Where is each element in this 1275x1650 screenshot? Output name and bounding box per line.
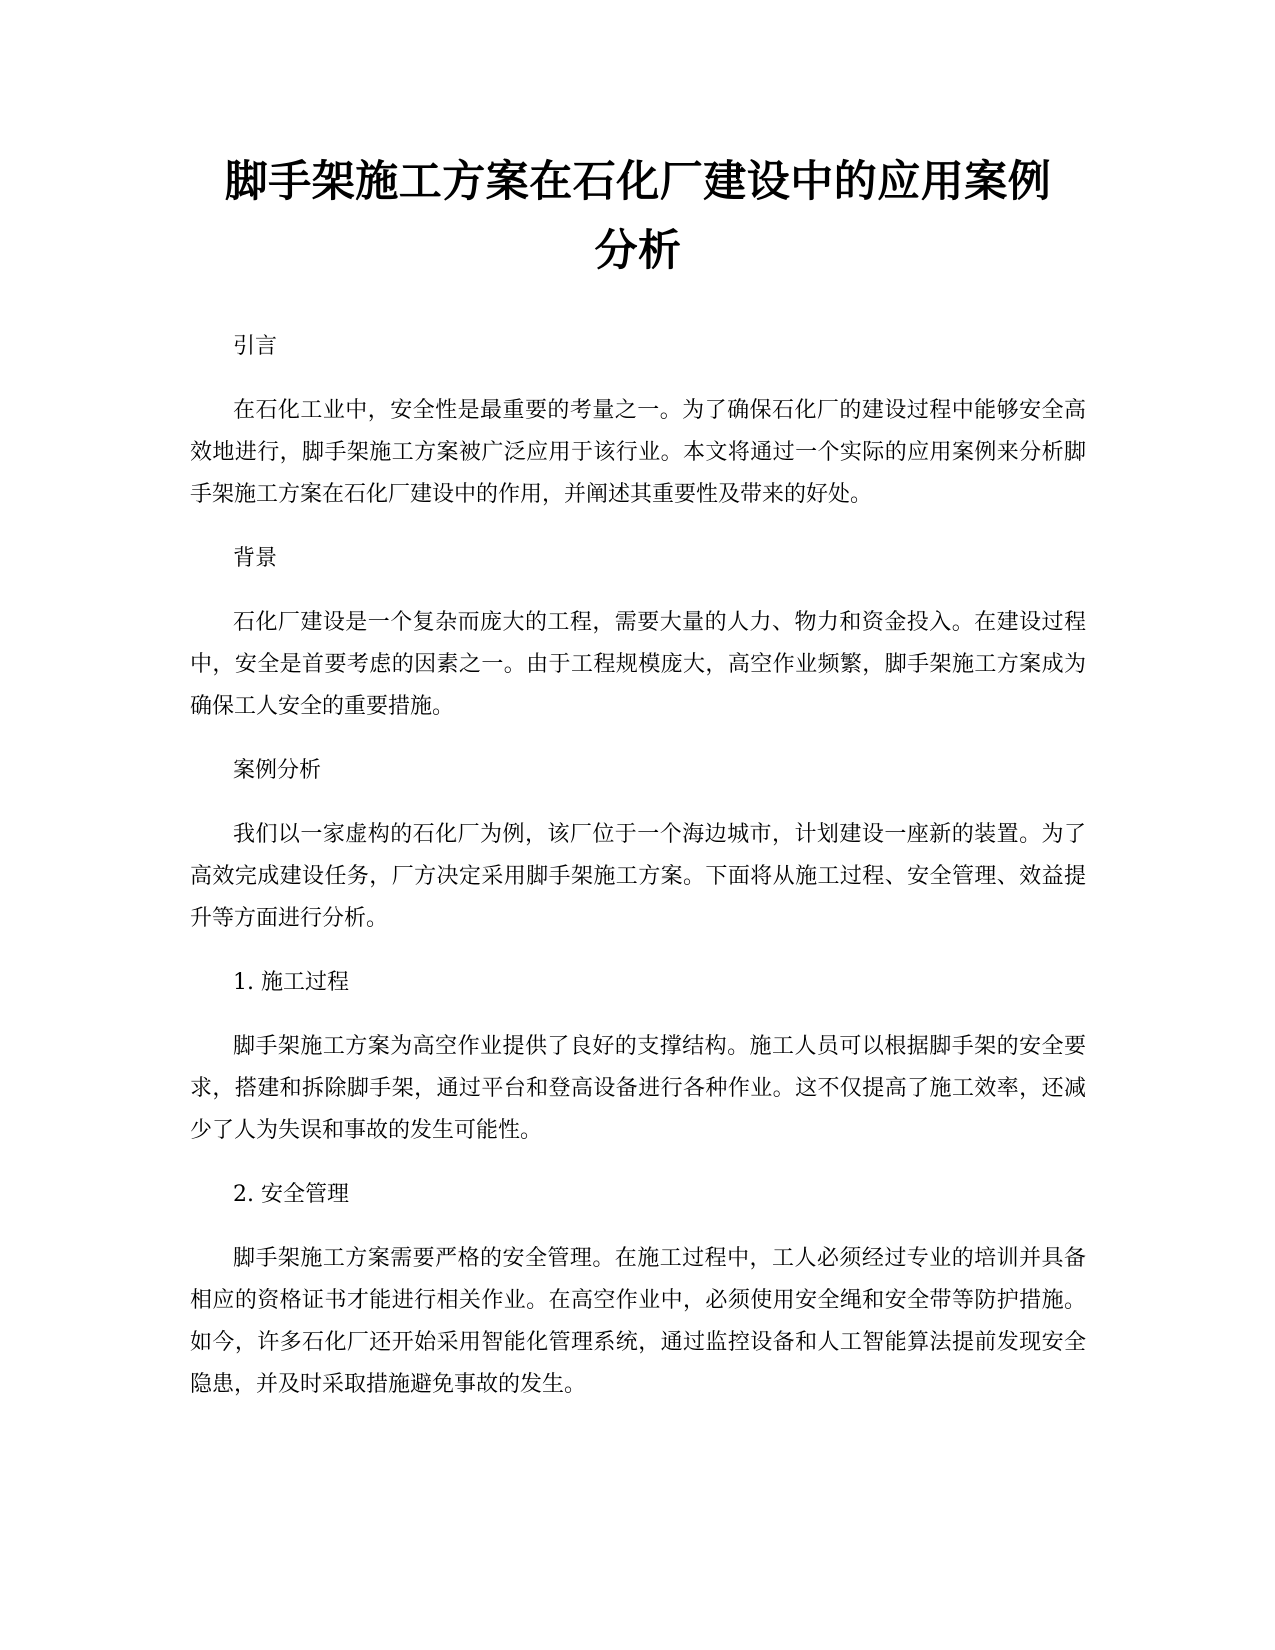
document-title-line-1: 脚手架施工方案在石化厂建设中的应用案例 — [224, 157, 1052, 207]
document-content — [190, 148, 1086, 1406]
document-body — [190, 326, 1086, 1406]
section-paragraph-construction-process: 脚手架施工方案为高空作业提供了良好的支撑结构。施工人员可以根据脚手架的安全要求，搭建和拆除脚手架，通过平台和登高设备进行各种作业。这不仅提高了施工效率，还减少了人为失误和事故的发生可能性。 — [190, 1034, 1086, 1143]
section-paragraph-case-analysis: 我们以一家虚构的石化厂为例，该厂位于一个海边城市，计划建设一座新的装置。为了高效完成建设任务，厂方决定采用脚手架施工方案。下面将从施工过程、安全管理、效益提升等方面进行分析。 — [190, 822, 1086, 931]
section-heading-case-analysis: 案例分析 — [233, 758, 322, 783]
document-title-line-2: 分析 — [594, 226, 682, 276]
section-paragraph-safety-management: 脚手架施工方案需要严格的安全管理。在施工过程中，工人必须经过专业的培训并具备相应的资格证书才能进行相关作业。在高空作业中，必须使用安全绳和安全带等防护措施。如今，许多石化厂还开始采用智能化管理系统，通过监控设备和人工智能算法提前发现安全隐患，并及时采取措施避免事故的发生。 — [190, 1246, 1086, 1397]
section-heading-construction-process: 1. 施工过程 — [233, 970, 349, 995]
document-title — [190, 148, 1086, 286]
section-heading-safety-management: 2. 安全管理 — [233, 1182, 349, 1207]
section-paragraph-background: 石化厂建设是一个复杂而庞大的工程，需要大量的人力、物力和资金投入。在建设过程中，安全是首要考虑的因素之一。由于工程规模庞大，高空作业频繁，脚手架施工方案成为确保工人安全的重要措施。 — [190, 610, 1086, 719]
section-heading-background: 背景 — [233, 546, 278, 571]
section-heading-introduction: 引言 — [233, 334, 278, 359]
section-paragraph-introduction: 在石化工业中，安全性是最重要的考量之一。为了确保石化厂的建设过程中能够安全高效地进行，脚手架施工方案被广泛应用于该行业。本文将通过一个实际的应用案例来分析脚手架施工方案在石化厂建设中的作用，并阐述其重要性及带来的好处。 — [190, 398, 1086, 507]
